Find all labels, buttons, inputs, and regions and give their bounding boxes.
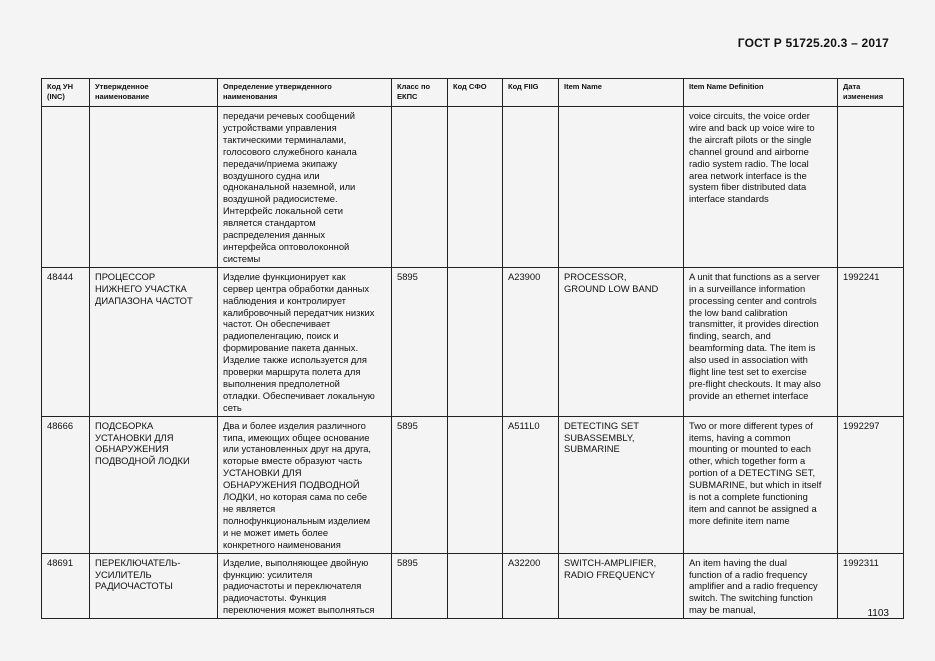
col-ekps-class: Класс по ЕКПС — [392, 79, 448, 107]
standard-designation: ГОСТ Р 51725.20.3 – 2017 — [737, 36, 889, 50]
col-item-name: Item Name — [559, 79, 684, 107]
cell-definition-ru: Изделие функционирует как сервер центра обработки данных наблюдения и контролирует калибровочный передатчик низких частот. Он обеспечивает радиопеленгацию, поиск и формирование пакета данных. Изделие также используется для проверки маршрута полета для выполнения предполетной отладки. Обеспечивает локальную сеть — [218, 267, 392, 416]
table-header-row — [42, 79, 904, 107]
col-change-date: Дата изменения — [838, 79, 904, 107]
cell-date: 1992297 — [838, 416, 904, 553]
cell-sfo — [448, 267, 503, 416]
cell-ekps: 5895 — [392, 553, 448, 619]
cell-name-ru: ПРОЦЕССОР НИЖНЕГО УЧАСТКА ДИАПАЗОНА ЧАСТОТ — [90, 267, 218, 416]
cell-definition-ru: передачи речевых сообщений устройствами управления тактическими терминалами, голосового служебного канала передачи/приема экипажу воздушного судна или одноканальной наземной, или воздушной радиосистеме. Интерфейс локальной сети является стандартом распределения данных интерфейса оптоволоконной системы — [218, 107, 392, 268]
table-row — [42, 107, 904, 268]
cell-fiig: A32200 — [503, 553, 559, 619]
cell-ekps — [392, 107, 448, 268]
cell-name-ru — [90, 107, 218, 268]
cell-date: 1992241 — [838, 267, 904, 416]
cell-item-name: SWITCH-AMPLIFIER, RADIO FREQUENCY — [559, 553, 684, 619]
cell-item-name: DETECTING SET SUBASSEMBLY, SUBMARINE — [559, 416, 684, 553]
cell-item-name — [559, 107, 684, 268]
cell-fiig: A511L0 — [503, 416, 559, 553]
cell-date — [838, 107, 904, 268]
cell-definition-ru: Изделие, выполняющее двойную функцию: усилителя радиочастоты и переключателя радиочастоты. Функция переключения может выполняться — [218, 553, 392, 619]
cell-item-name: PROCESSOR, GROUND LOW BAND — [559, 267, 684, 416]
col-inc: Код УН (INC) — [42, 79, 90, 107]
cell-inc: 48691 — [42, 553, 90, 619]
cell-fiig — [503, 107, 559, 268]
col-sfo-code: Код СФО — [448, 79, 503, 107]
cell-inc: 48444 — [42, 267, 90, 416]
cell-name-ru: ПЕРЕКЛЮЧАТЕЛЬ- УСИЛИТЕЛЬ РАДИОЧАСТОТЫ — [90, 553, 218, 619]
col-approved-name-definition: Определение утвержденного наименования — [218, 79, 392, 107]
cell-sfo — [448, 553, 503, 619]
col-fiig-code: Код FIIG — [503, 79, 559, 107]
cell-item-definition: A unit that functions as a server in a surveillance information processing center and controls the low band calibration transmitter, it provides direction finding, search, and beamforming data. The item is also used in association with flight line test set to exercise pre-flight checkouts. It may also provide an ethernet interface — [684, 267, 838, 416]
cell-inc: 48666 — [42, 416, 90, 553]
cell-definition-ru: Два и более изделия различного типа, имеющих общее основание или установленных друг на друга, которые вместе образуют часть УСТАНОВКИ ДЛЯ ОБНАРУЖЕНИЯ ПОДВОДНОЙ ЛОДКИ, но которая сама по себе не является полнофункциональным изделием и не может иметь более конкретного наименования — [218, 416, 392, 553]
cell-name-ru: ПОДСБОРКА УСТАНОВКИ ДЛЯ ОБНАРУЖЕНИЯ ПОДВОДНОЙ ЛОДКИ — [90, 416, 218, 553]
table-row — [42, 416, 904, 553]
table-row — [42, 267, 904, 416]
col-item-name-definition: Item Name Definition — [684, 79, 838, 107]
cell-ekps: 5895 — [392, 416, 448, 553]
cell-sfo — [448, 107, 503, 268]
cell-item-definition: voice circuits, the voice order wire and back up voice wire to the aircraft pilots or the single channel ground and airborne radio system radio. The local area network interface is the system fiber distributed data interface standards — [684, 107, 838, 268]
cell-fiig: A23900 — [503, 267, 559, 416]
item-name-table — [41, 78, 904, 619]
cell-ekps: 5895 — [392, 267, 448, 416]
col-approved-name: Утвержденное наименование — [90, 79, 218, 107]
table-row — [42, 553, 904, 619]
cell-inc — [42, 107, 90, 268]
page-number: 1103 — [867, 608, 889, 619]
cell-date: 1992311 — [838, 553, 904, 619]
cell-item-definition: An item having the dual function of a radio frequency amplifier and a radio frequency switch. The switching function may be manual, — [684, 553, 838, 619]
cell-item-definition: Two or more different types of items, having a common mounting or mounted to each other, which together form a portion of a DETECTING SET, SUBMARINE, but which in itself is not a complete functioning item and cannot be assigned a more definite item name — [684, 416, 838, 553]
cell-sfo — [448, 416, 503, 553]
